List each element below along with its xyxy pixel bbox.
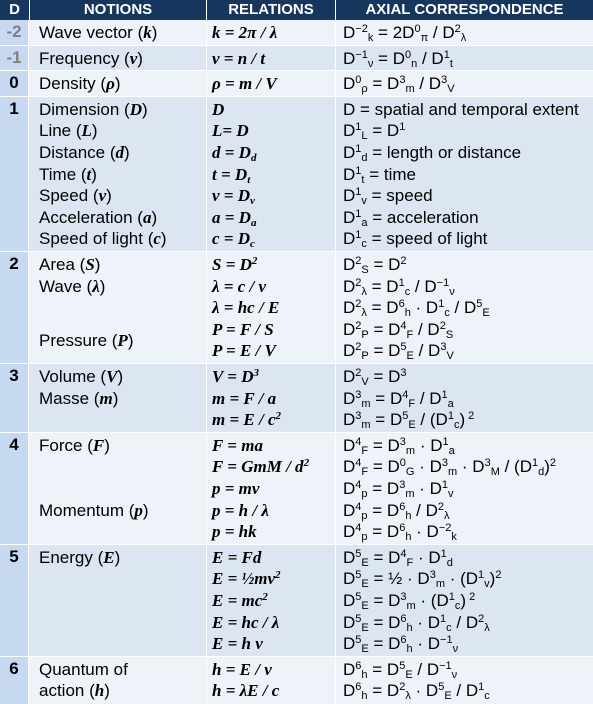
notion-label: Wave (λ) (39, 276, 106, 296)
notion-label: Speed (v) (39, 186, 112, 206)
dimension-cell (0, 364, 29, 433)
notion-label: action (h) (39, 681, 110, 701)
notion-name: Wave (39, 276, 82, 296)
table-row (0, 46, 593, 72)
table-row (0, 20, 593, 46)
axial-formula: $D^5_E = D^3_m \cdot (D^1_c)$ $^2$ (343, 590, 476, 612)
notion-name: Momentum (39, 500, 125, 520)
axial-formula: $D^2_\lambda = D^6_h \cdot D^1_c / D^5_E$ (343, 298, 490, 320)
dimension-cell (0, 97, 29, 252)
notion-name: Dimension (39, 99, 120, 119)
notion-label: Momentum (p) (39, 500, 149, 520)
notion-label: Density (ρ) (39, 74, 121, 94)
notion-name: Force (39, 435, 83, 455)
column-divider (335, 433, 336, 545)
header-relations: RELATIONS (207, 0, 335, 20)
dimension-value: 0 (9, 73, 19, 93)
table-row (0, 545, 593, 657)
notion-name: action (39, 681, 85, 701)
relation-formula: $E = \frac{1}{2}mv^2$ (212, 569, 281, 589)
relation-formula: F = GmM / $d^2$ (212, 457, 310, 477)
dimension-value: 6 (9, 658, 19, 678)
dimension-value: -2 (6, 22, 22, 41)
relation-formula: E = Fd (212, 547, 262, 567)
notion-label: Distance (d) (39, 142, 130, 162)
column-divider (335, 252, 336, 364)
table-row (0, 97, 593, 252)
relation-formula: ρ = m / V (212, 74, 277, 94)
column-divider (335, 97, 336, 252)
notion-label: Energy (E) (39, 547, 121, 567)
notion-name: Masse (39, 388, 90, 408)
axial-formula: $D^6_h = D^2_\lambda \cdot D^5_E / D^1_c$ (343, 681, 490, 703)
axial-formula: $D^4_F = D^3_m \cdot D^1_a$ (343, 435, 455, 457)
column-divider (335, 364, 336, 433)
notion-label: Line (L) (39, 121, 98, 141)
axial-formula: $D^1_c$ = speed of light (343, 229, 488, 251)
notion-name: Frequency (39, 48, 120, 68)
axial-formula: $D^1_a$ = acceleration (343, 207, 479, 229)
axial-formula: $D^4_F = D^0_G \cdot D^3_m \cdot D^3_M / (D^1_d)^2$ (343, 457, 557, 479)
notion-symbol: k (143, 23, 152, 42)
notion-symbol: L (81, 121, 92, 141)
dimension-cell (0, 433, 29, 545)
notion-symbol: a (142, 207, 152, 227)
column-divider (206, 545, 207, 657)
relation-formula: k = 2π / λ (212, 23, 278, 42)
dimension-cell (0, 252, 29, 364)
table-row (0, 433, 593, 545)
relation-formula: $t = D_t$ (212, 164, 251, 186)
dimension-value: 5 (9, 546, 19, 566)
relation-formula: F = ma (212, 435, 263, 455)
notion-name: Volume (39, 367, 96, 386)
relation-formula: p = h / λ (212, 500, 269, 520)
notion-label: Force (F) (39, 435, 110, 455)
notion-name: Distance (39, 142, 106, 162)
notion-symbol: D (129, 99, 142, 119)
column-divider (335, 71, 336, 97)
relation-formula: $v = D_v$ (212, 186, 255, 208)
notion-name: Density (39, 74, 96, 94)
relation-formula: $m = E / c^2$ (212, 410, 282, 430)
notion-symbol: ρ (106, 74, 115, 94)
dimension-value: 2 (9, 254, 19, 273)
notion-name: Energy (39, 547, 93, 567)
relation-formula: h = λE / c (212, 681, 280, 701)
axial-formula: $D^{-2}_k = 2D^0_\pi / D^2_\lambda$ (343, 23, 467, 44)
axial-formula: $D^1_d$ = length or distance (343, 142, 522, 164)
notion-symbol: λ (92, 276, 100, 296)
axial-formula: $D^3_m = D^4_F / D^1_a$ (343, 388, 454, 410)
relation-formula: $d = D_d$ (212, 142, 257, 164)
relation-formula: $a = D_a$ (212, 207, 257, 229)
axial-formula: $D^2_\lambda = D^1_c / D^{-1}_\nu$ (343, 276, 455, 298)
notion-label: Volume (V) (39, 367, 124, 386)
axial-formula: $D^6_h = D^5_E / D^{-1}_\nu$ (343, 659, 458, 681)
relation-formula: E = h ν (212, 634, 263, 654)
axial-formula: $D^{-1}_\nu = D^0_n / D^1_t$ (343, 48, 453, 70)
relation-formula: h = E / ν (212, 659, 272, 679)
axial-formula: $D^1_L = D^1$ (343, 121, 406, 143)
notion-symbol: v (98, 186, 107, 206)
header-axial-correspondence: AXIAL CORRESPONDENCE (336, 0, 593, 20)
relation-formula: λ = c / ν (212, 276, 267, 296)
column-divider (335, 20, 336, 46)
dimension-value: 4 (9, 434, 19, 454)
header-notions: NOTIONS (30, 0, 206, 20)
axial-formula: $D^4_p = D^6_h / D^2_\lambda$ (343, 500, 450, 522)
column-divider (206, 364, 207, 433)
axial-formula: $D^5_E = D^4_F \cdot D^1_d$ (343, 547, 453, 569)
notion-symbol: c (153, 229, 161, 249)
notion-label: Time (t) (39, 164, 97, 184)
relation-formula: L= D (212, 121, 249, 141)
relation-formula: $c = D_c$ (212, 229, 255, 251)
column-divider (206, 97, 207, 252)
notion-symbol: p (134, 500, 143, 520)
notion-symbol: E (103, 547, 115, 567)
dimension-value: -1 (6, 47, 22, 67)
notion-label: Masse (m) (39, 388, 119, 408)
axial-formula: $D^5_E = D^6_h \cdot D^1_c / D^2_\lambda$ (343, 612, 490, 634)
notion-name: Time (39, 164, 77, 184)
notion-symbol: d (115, 142, 125, 162)
relation-formula: $S = D^2$ (212, 255, 258, 274)
notion-symbol: F (92, 435, 105, 455)
dimension-value: 3 (9, 366, 19, 385)
relation-formula: P = E / V (212, 341, 276, 361)
dimension-cell (0, 20, 29, 46)
notion-name: Wave vector (39, 23, 133, 42)
relation-formula: $E = mc^2$ (212, 590, 268, 610)
notion-label: Speed of light (c) (39, 229, 167, 249)
notion-name: Speed (39, 186, 89, 206)
relation-formula: $V = D^3$ (212, 367, 259, 386)
relation-formula: p = mv (212, 478, 260, 498)
axial-formula: $D^5_E = D^6_h \cdot D^{-1}_\nu$ (343, 634, 459, 656)
column-divider (335, 545, 336, 657)
relation-formula: P = F / S (212, 319, 274, 339)
axial-formula: D = spatial and temporal extent (343, 99, 579, 119)
notion-name: Line (39, 121, 72, 141)
notion-label (39, 659, 128, 680)
notion-symbol: ν (129, 48, 138, 68)
notion-label: Pressure (P) (39, 330, 134, 350)
axial-formula: $D^1_v$ = speed (343, 186, 433, 208)
relation-formula: p = hk (212, 522, 257, 542)
relation-formula: D (212, 99, 225, 119)
column-divider (206, 46, 207, 72)
axial-formula: $D^1_t$ = time (343, 164, 416, 186)
axial-formula: $D^2_V = D^3$ (343, 367, 407, 388)
column-divider (206, 20, 207, 46)
relation-formula: E = hc / λ (212, 612, 280, 632)
dimension-cell (0, 46, 29, 72)
notion-symbol: m (99, 388, 113, 408)
table-row (0, 252, 593, 364)
axial-formula: $D^4_p = D^3_m \cdot D^1_v$ (343, 478, 454, 500)
column-divider (206, 252, 207, 364)
axial-formula: $D^5_E$ = ½ · $D^3_m \cdot (D^1_v)^2$ (343, 569, 502, 591)
relation-formula: λ = hc / E (212, 298, 280, 318)
notion-label: Dimension (D) (39, 99, 148, 119)
relation-formula: m = F / a (212, 388, 277, 408)
table-row (0, 364, 593, 433)
axial-formula: $D^2_P = D^4_F / D^2_S$ (343, 319, 454, 341)
table-row (0, 71, 593, 97)
notion-name: Speed of light (39, 229, 143, 249)
axial-formula: $D^2_S = D^2$ (343, 255, 407, 276)
notion-symbol: S (85, 255, 95, 274)
notion-name: Quantum of (39, 659, 128, 679)
axial-formula: $D^4_p = D^6_h \cdot D^{-2}_k$ (343, 522, 457, 544)
column-divider (335, 46, 336, 72)
notion-label: Wave vector (k) (39, 23, 158, 42)
notion-name: Acceleration (39, 207, 133, 227)
header-d: D (0, 0, 29, 20)
notion-label: Acceleration (a) (39, 207, 158, 227)
notion-name: Area (39, 255, 75, 274)
axial-formula: $D^3_m = D^5_E / (D^1_c)$ $^2$ (343, 410, 475, 432)
column-divider (206, 71, 207, 97)
column-divider (206, 433, 207, 545)
axial-formula: $D^2_P = D^5_E / D^3_V$ (343, 341, 454, 363)
notion-name: Pressure (39, 330, 108, 350)
notion-symbol: V (106, 367, 118, 386)
notion-symbol: h (94, 681, 105, 701)
relation-formula: ν = n / t (212, 48, 266, 68)
axial-formula: $D^0_\rho = D^3_m / D^3_V$ (343, 74, 455, 96)
notion-label: Area (S) (39, 255, 101, 274)
dimension-value: 1 (9, 98, 19, 118)
dimension-cell (0, 545, 29, 657)
notion-label: Frequency (ν) (39, 48, 143, 68)
notion-symbol: P (117, 330, 128, 350)
dimension-cell (0, 71, 29, 97)
notion-symbol: t (86, 164, 92, 184)
